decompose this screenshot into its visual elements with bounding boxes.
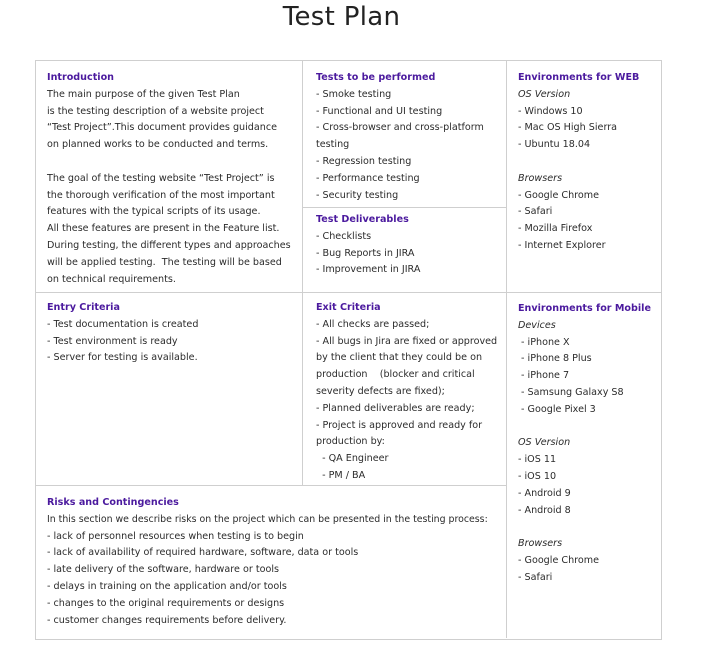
column-divider-1 bbox=[302, 61, 303, 485]
risks-line: - lack of personnel resources when testing is to begin bbox=[47, 530, 304, 542]
row-divider-tests bbox=[303, 207, 506, 208]
introduction-line: will be applied testing. The testing will be based bbox=[47, 256, 282, 268]
introduction-line: the thorough verification of the most important bbox=[47, 189, 275, 201]
mobile-os-item: - iOS 11 bbox=[518, 454, 557, 466]
mobile-browser-item: - Safari bbox=[518, 571, 553, 583]
mobile-browsers-label: Browsers bbox=[518, 538, 563, 550]
exit-criteria-heading: Exit Criteria bbox=[316, 302, 381, 313]
tests-performed-item: - Regression testing bbox=[316, 155, 412, 167]
mobile-os-item: - iOS 10 bbox=[518, 470, 557, 482]
tests-performed-item: - Functional and UI testing bbox=[316, 105, 443, 117]
entry-criteria-item: - Server for testing is available. bbox=[47, 352, 198, 364]
web-browser-item: - Google Chrome bbox=[518, 189, 600, 201]
risks-line: - delays in training on the application and/or tools bbox=[47, 580, 287, 592]
mobile-browser-item: - Google Chrome bbox=[518, 554, 600, 566]
spacer bbox=[47, 154, 291, 171]
tests-performed-item: - Cross-browser and cross-platform bbox=[316, 122, 484, 134]
web-browser-item: - Safari bbox=[518, 206, 553, 218]
introduction-line: All these features are present in the Feature list. bbox=[47, 223, 280, 235]
environments-web-heading: Environments for WEB bbox=[518, 72, 640, 83]
tests-performed-item: testing bbox=[316, 139, 350, 151]
entry-criteria-item: - Test documentation is created bbox=[47, 318, 199, 330]
tests-performed-heading: Tests to be performed bbox=[316, 72, 436, 83]
environments-mobile-cell bbox=[518, 301, 651, 587]
exit-criteria-item: production (blocker and critical bbox=[316, 369, 475, 381]
introduction-line: on planned works to be conducted and terms. bbox=[47, 139, 269, 151]
introduction-line: is the testing description of a website project bbox=[47, 105, 264, 117]
introduction-line: The main purpose of the given Test Plan bbox=[47, 88, 240, 100]
test-deliverables-item: - Checklists bbox=[316, 230, 372, 242]
introduction-cell bbox=[47, 70, 291, 288]
entry-criteria-cell bbox=[47, 300, 198, 367]
mobile-os-item: - Android 8 bbox=[518, 504, 571, 516]
introduction-line: features with the typical scripts of its usage. bbox=[47, 206, 261, 218]
mobile-device-item: - Google Pixel 3 bbox=[518, 403, 596, 415]
web-browsers-label: Browsers bbox=[518, 172, 563, 184]
tests-performed-item: - Smoke testing bbox=[316, 88, 392, 100]
web-browser-item: - Internet Explorer bbox=[518, 239, 606, 251]
introduction-heading: Introduction bbox=[47, 72, 114, 83]
introduction-line: The goal of the testing website “Test Project” is bbox=[47, 172, 275, 184]
web-os-item: - Ubuntu 18.04 bbox=[518, 139, 591, 151]
page-title: Test Plan bbox=[282, 2, 401, 32]
mobile-os-label: OS Version bbox=[518, 437, 571, 449]
risks-cell bbox=[47, 495, 488, 629]
tests-performed-item: - Security testing bbox=[316, 189, 399, 201]
column-divider-2 bbox=[506, 61, 507, 638]
spacer bbox=[518, 154, 639, 171]
exit-criteria-item: - Project is approved and ready for bbox=[316, 419, 483, 431]
test-deliverables-heading: Test Deliverables bbox=[316, 214, 409, 225]
mobile-device-item: - iPhone 8 Plus bbox=[518, 353, 592, 365]
row-divider-1 bbox=[36, 292, 661, 293]
test-deliverables-item: - Bug Reports in JIRA bbox=[316, 247, 415, 259]
risks-line: - lack of availability of required hardware, software, data or tools bbox=[47, 547, 359, 559]
tests-performed-item: - Performance testing bbox=[316, 172, 420, 184]
entry-criteria-item: - Test environment is ready bbox=[47, 335, 178, 347]
environments-web-cell bbox=[518, 70, 639, 255]
exit-criteria-item: severity defects are fixed); bbox=[316, 385, 445, 397]
mobile-os-item: - Android 9 bbox=[518, 487, 571, 499]
mobile-devices-label: Devices bbox=[518, 319, 556, 331]
exit-criteria-item: - All bugs in Jira are fixed or approved bbox=[316, 335, 498, 347]
test-deliverables-item: - Improvement in JIRA bbox=[316, 264, 421, 276]
introduction-line: “Test Project”.This document provides guidance bbox=[47, 122, 278, 134]
row-divider-2 bbox=[36, 485, 506, 486]
exit-criteria-item: production by: bbox=[316, 436, 385, 448]
web-os-item: - Mac OS High Sierra bbox=[518, 122, 618, 134]
mobile-device-item: - Samsung Galaxy S8 bbox=[518, 386, 624, 398]
environments-mobile-heading: Environments for Mobile bbox=[518, 303, 651, 314]
risks-heading: Risks and Contingencies bbox=[47, 497, 179, 508]
introduction-line: on technical requirements. bbox=[47, 273, 176, 285]
spacer bbox=[518, 419, 651, 436]
exit-criteria-item: by the client that they could be on bbox=[316, 352, 483, 364]
web-browser-item: - Mozilla Firefox bbox=[518, 223, 593, 235]
exit-criteria-item: - All checks are passed; bbox=[316, 318, 430, 330]
mobile-device-item: - iPhone X bbox=[518, 336, 570, 348]
test-deliverables-cell bbox=[316, 212, 420, 279]
risks-line: - changes to the original requirements or designs bbox=[47, 597, 285, 609]
exit-criteria-item: - PM / BA bbox=[316, 469, 366, 481]
risks-line: - late delivery of the software, hardware or tools bbox=[47, 564, 279, 576]
exit-criteria-cell bbox=[316, 300, 497, 485]
tests-performed-cell bbox=[316, 70, 484, 204]
exit-criteria-item: - Planned deliverables are ready; bbox=[316, 402, 475, 414]
entry-criteria-heading: Entry Criteria bbox=[47, 302, 120, 313]
spacer bbox=[518, 519, 651, 536]
mobile-device-item: - iPhone 7 bbox=[518, 370, 570, 382]
web-os-item: - Windows 10 bbox=[518, 105, 583, 117]
exit-criteria-item: - QA Engineer bbox=[316, 453, 389, 465]
risks-line: In this section we describe risks on the project which can be presented in the testing process: bbox=[47, 513, 488, 525]
introduction-line: During testing, the different types and approaches bbox=[47, 239, 291, 251]
web-os-label: OS Version bbox=[518, 88, 571, 100]
risks-line: - customer changes requirements before delivery. bbox=[47, 614, 287, 626]
